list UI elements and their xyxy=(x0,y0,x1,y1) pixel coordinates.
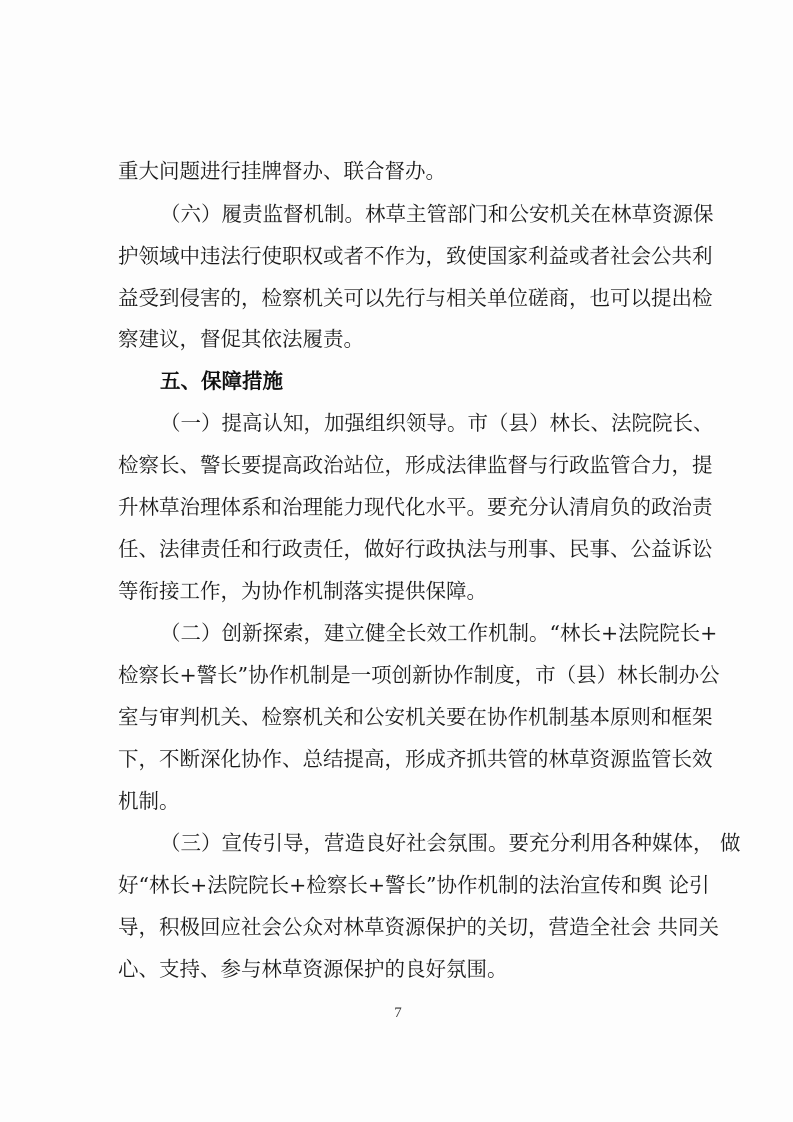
paragraph-line: 检察长、警长要提高政治站位，形成法律监督与行政监管合力，提 xyxy=(118,453,713,477)
paragraph-line: （三）宣传引导，营造良好社会氛围。要充分利用各种媒体， 做 xyxy=(160,831,741,855)
paragraph-line: 好“林长+法院院长+检察长+警长”协作机制的法治宣传和舆 论引 xyxy=(118,873,710,897)
paragraph-line: 护领域中违法行使职权或者不作为，致使国家利益或者社会公共利 xyxy=(118,244,713,268)
paragraph-line: （一）提高认知，加强组织领导。市（县）林长、法院院长、 xyxy=(160,411,714,435)
paragraph-line: 心、支持、参与林草资源保护的良好氛围。 xyxy=(118,957,508,981)
paragraph-line: 机制。 xyxy=(118,789,180,813)
paragraph-line: 升林草治理体系和治理能力现代化水平。要充分认清肩负的政治责 xyxy=(118,495,713,519)
paragraph-line: 等衔接工作，为协作机制落实提供保障。 xyxy=(118,579,487,603)
page-number: 7 xyxy=(394,1005,402,1021)
paragraph-line: （六）履责监督机制。林草主管部门和公安机关在林草资源保 xyxy=(160,202,714,226)
paragraph-line: 益受到侵害的，检察机关可以先行与相关单位磋商，也可以提出检 xyxy=(118,286,713,310)
paragraph-line: （二）创新探索，建立健全长效工作机制。“林长+法院院长+ xyxy=(160,621,718,645)
paragraph-line: 察建议，督促其依法履责。 xyxy=(118,327,364,351)
paragraph-line: 任、法律责任和行政责任，做好行政执法与刑事、民事、公益诉讼 xyxy=(118,537,713,561)
paragraph-line: 重大问题进行挂牌督办、联合督办。 xyxy=(118,159,446,183)
paragraph-line: 检察长+警长”协作机制是一项创新协作制度，市（县）林长制办公 xyxy=(118,663,720,687)
paragraph-line: 导，积极回应社会公众对林草资源保护的关切，营造全社会 共同关 xyxy=(118,915,720,939)
paragraph-line: 下，不断深化协作、总结提高，形成齐抓共管的林草资源监管长效 xyxy=(118,747,713,771)
paragraph-line: 室与审判机关、检察机关和公安机关要在协作机制基本原则和框架 xyxy=(118,705,713,729)
section-heading: 五、保障措施 xyxy=(160,369,283,393)
